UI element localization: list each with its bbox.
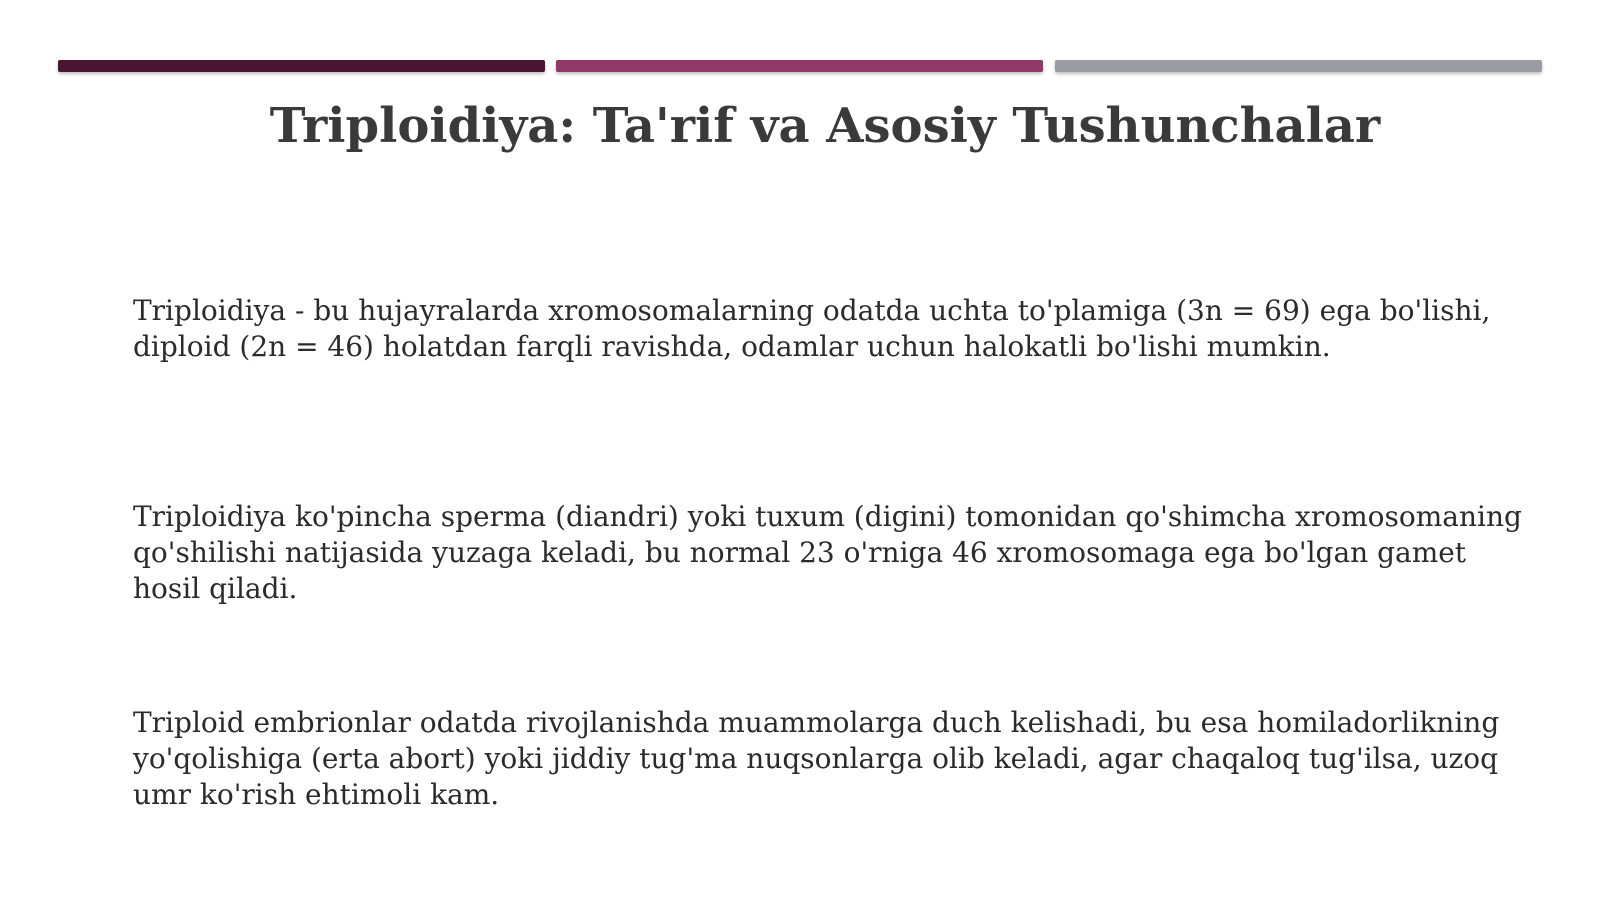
accent-bar-dark	[58, 60, 545, 72]
paragraph-definition: Triploidiya - bu hujayralarda xromosomalarning odatda uchta to'plamiga (3n = 69) ega bo'lishi, diploid (2n = 46) holatdan farqli ravishda, odamlar uchun halokatli bo'lishi mumkin.	[133, 294, 1491, 363]
accent-bar-magenta	[556, 60, 1043, 72]
paragraph-consequences: Triploid embrionlar odatda rivojlanishda muammolarga duch kelishadi, bu esa homiladorlikning yo'qolishiga (erta abort) yoki jiddiy tug'ma nuqsonlarga olib keladi, agar chaqaloq tug'ilsa, uzoq umr ko'rish ehtimoli kam.	[133, 706, 1500, 811]
paragraph-cause: Triploidiya ko'pincha sperma (diandri) yoki tuxum (digini) tomonidan qo'shimcha xromosomaning qo'shilishi natijasida yuzaga keladi, bu normal 23 o'rniga 46 xromosomaga ega bo'lgan gamet hosil qiladi.	[133, 500, 1522, 605]
accent-bar-gray	[1055, 60, 1542, 72]
slide-title: Triploidiya: Ta'rif va Asosiy Tushunchalar	[269, 98, 1381, 154]
